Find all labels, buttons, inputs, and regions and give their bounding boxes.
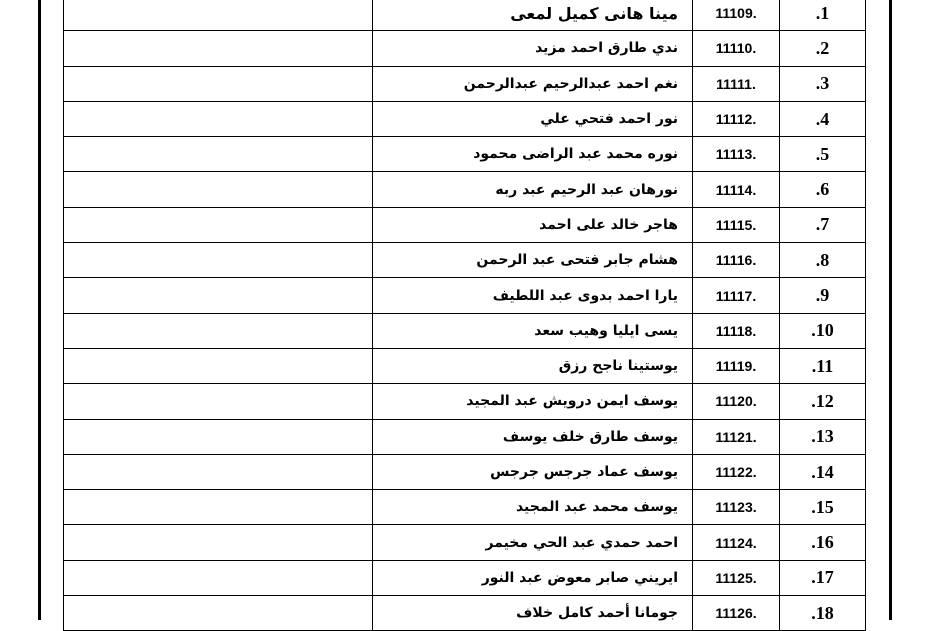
- row-number-cell: .17: [780, 560, 866, 595]
- student-code-cell: 11121.: [693, 419, 780, 454]
- student-name-cell: يوستينا ناجح رزق: [373, 348, 693, 383]
- page-frame-right: [889, 0, 892, 620]
- blank-cell: [64, 348, 373, 383]
- table-row: [64, 137, 866, 172]
- student-name-cell: مينا هانى كميل لمعى: [373, 0, 693, 31]
- student-name-cell: ندي طارق احمد مزيد: [373, 31, 693, 66]
- blank-cell: [64, 525, 373, 560]
- table-row: [64, 66, 866, 101]
- student-name-cell: يارا احمد بدوى عبد اللطيف: [373, 278, 693, 313]
- student-code-cell: 11124.: [693, 525, 780, 560]
- table-row: [64, 419, 866, 454]
- page-frame-left: [38, 0, 41, 620]
- student-code-cell: 11119.: [693, 348, 780, 383]
- student-code-cell: 11125.: [693, 560, 780, 595]
- blank-cell: [64, 596, 373, 631]
- blank-cell: [64, 560, 373, 595]
- blank-cell: [64, 419, 373, 454]
- row-number-cell: .12: [780, 384, 866, 419]
- student-code-cell: 11113.: [693, 137, 780, 172]
- student-name-cell: يوسف طارق خلف يوسف: [373, 419, 693, 454]
- student-code-cell: 11116.: [693, 243, 780, 278]
- row-number-cell: .14: [780, 454, 866, 489]
- student-code-cell: 11112.: [693, 101, 780, 136]
- table-row: [64, 560, 866, 595]
- row-number-cell: .18: [780, 596, 866, 631]
- table-row: [64, 278, 866, 313]
- student-name-cell: هاجر خالد على احمد: [373, 207, 693, 242]
- student-name-cell: نوره محمد عبد الراضى محمود: [373, 137, 693, 172]
- table-row: [64, 207, 866, 242]
- table-row: [64, 172, 866, 207]
- row-number-cell: .7: [780, 207, 866, 242]
- table-row: [64, 525, 866, 560]
- row-number-cell: .13: [780, 419, 866, 454]
- student-code-cell: 11114.: [693, 172, 780, 207]
- blank-cell: [64, 243, 373, 278]
- row-number-cell: .4: [780, 101, 866, 136]
- table-row: [64, 348, 866, 383]
- row-number-cell: .6: [780, 172, 866, 207]
- table-row: [64, 101, 866, 136]
- row-number-cell: .16: [780, 525, 866, 560]
- row-number-cell: .3: [780, 66, 866, 101]
- blank-cell: [64, 313, 373, 348]
- row-number-cell: .8: [780, 243, 866, 278]
- student-name-cell: نور احمد فتحي علي: [373, 101, 693, 136]
- blank-cell: [64, 66, 373, 101]
- student-code-cell: 11122.: [693, 454, 780, 489]
- student-code-cell: 11126.: [693, 596, 780, 631]
- table-row: [64, 384, 866, 419]
- student-code-cell: 11118.: [693, 313, 780, 348]
- student-name-cell: نورهان عبد الرحيم عبد ربه: [373, 172, 693, 207]
- student-name-cell: يوسف محمد عبد المجيد: [373, 490, 693, 525]
- row-number-cell: .9: [780, 278, 866, 313]
- student-code-cell: 11115.: [693, 207, 780, 242]
- student-code-cell: 11109.: [693, 0, 780, 31]
- blank-cell: [64, 384, 373, 419]
- row-number-cell: .5: [780, 137, 866, 172]
- table-row: [64, 596, 866, 631]
- student-code-cell: 11120.: [693, 384, 780, 419]
- row-number-cell: .11: [780, 348, 866, 383]
- blank-cell: [64, 172, 373, 207]
- row-number-cell: .2: [780, 31, 866, 66]
- student-name-cell: جومانا أحمد كامل خلاف: [373, 596, 693, 631]
- student-name-cell: يوسف ايمن درويش عبد المجيد: [373, 384, 693, 419]
- blank-cell: [64, 454, 373, 489]
- student-name-cell: يسى ايليا وهيب سعد: [373, 313, 693, 348]
- student-name-cell: نغم احمد عبدالرحيم عبدالرحمن: [373, 66, 693, 101]
- blank-cell: [64, 490, 373, 525]
- blank-cell: [64, 278, 373, 313]
- blank-cell: [64, 0, 373, 31]
- student-code-cell: 11123.: [693, 490, 780, 525]
- table-row: [64, 0, 866, 31]
- row-number-cell: .10: [780, 313, 866, 348]
- student-name-cell: يوسف عماد جرجس جرجس: [373, 454, 693, 489]
- blank-cell: [64, 101, 373, 136]
- row-number-cell: .1: [780, 0, 866, 31]
- table-row: [64, 243, 866, 278]
- table-row: [64, 31, 866, 66]
- student-name-cell: احمد حمدي عبد الحي مخيمر: [373, 525, 693, 560]
- student-code-cell: 11110.: [693, 31, 780, 66]
- student-code-cell: 11117.: [693, 278, 780, 313]
- student-code-cell: 11111.: [693, 66, 780, 101]
- table-row: [64, 313, 866, 348]
- row-number-cell: .15: [780, 490, 866, 525]
- blank-cell: [64, 137, 373, 172]
- table-row: [64, 490, 866, 525]
- blank-cell: [64, 31, 373, 66]
- student-roster-table: [63, 0, 866, 631]
- roster-body: [64, 0, 866, 631]
- student-name-cell: هشام جابر فتحى عبد الرحمن: [373, 243, 693, 278]
- blank-cell: [64, 207, 373, 242]
- table-row: [64, 454, 866, 489]
- student-name-cell: ايريني صابر معوض عبد النور: [373, 560, 693, 595]
